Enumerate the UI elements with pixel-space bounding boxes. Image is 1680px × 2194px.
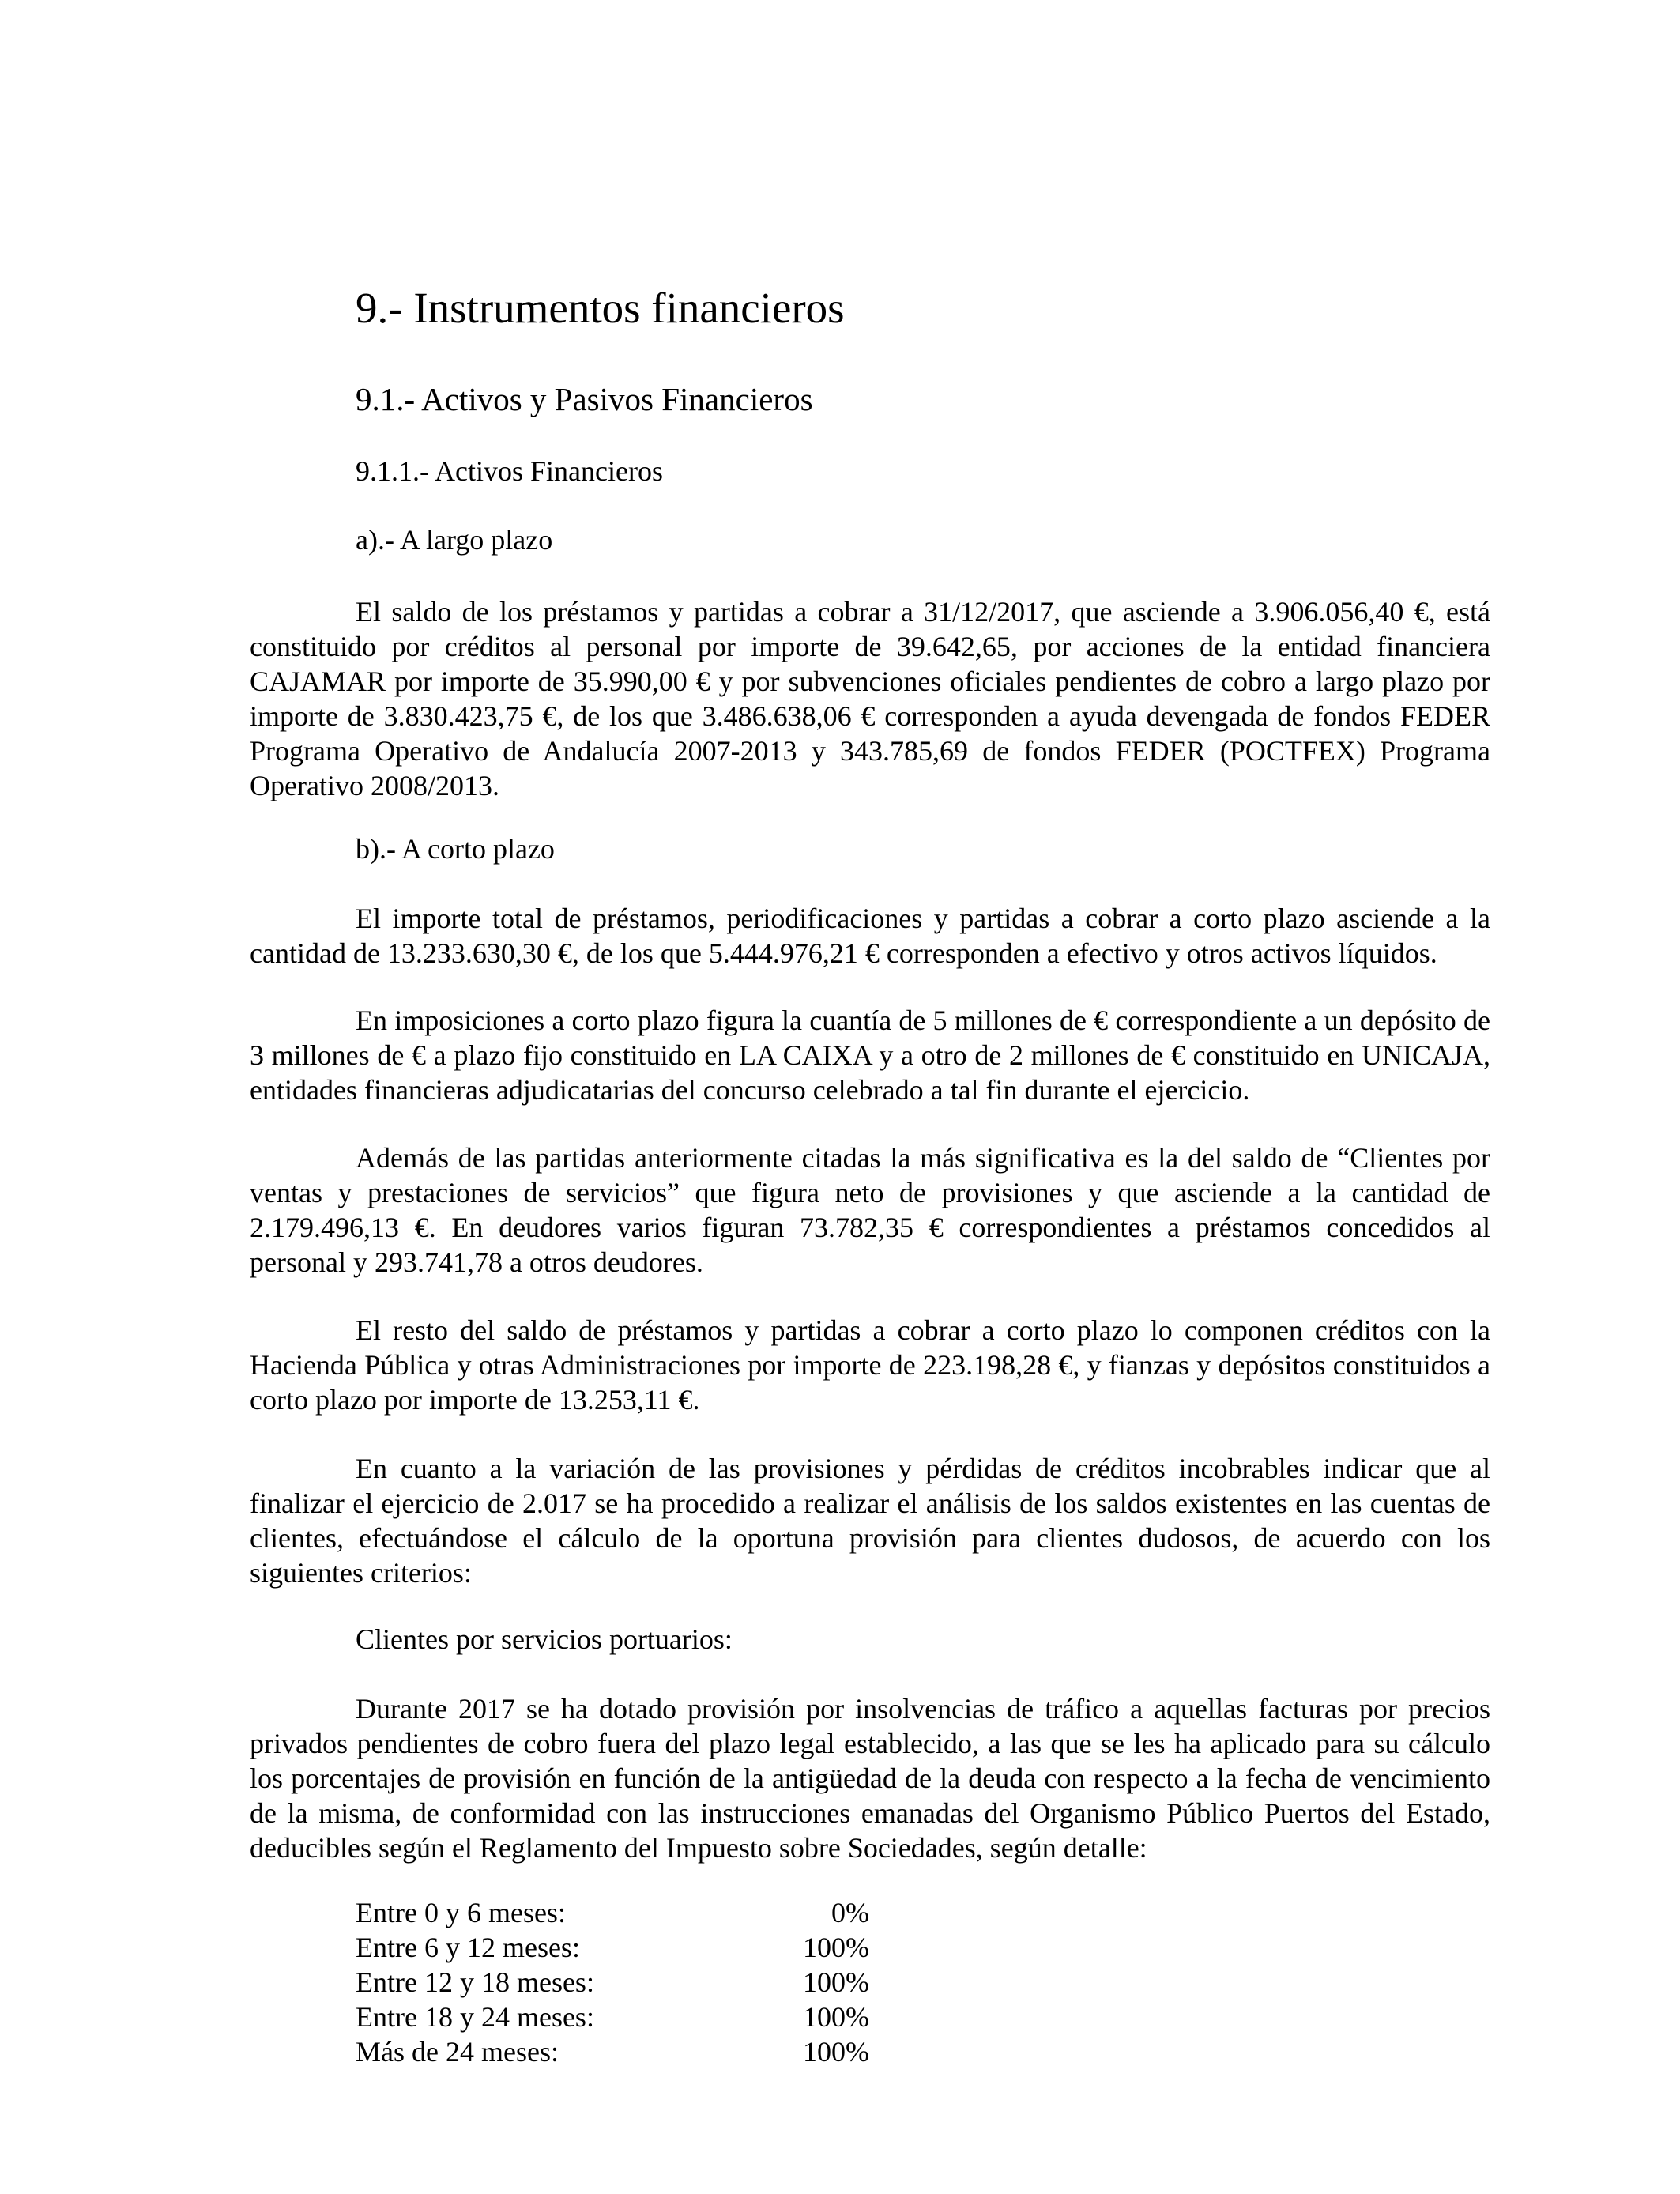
table-row bbox=[356, 2000, 869, 2034]
table-row bbox=[356, 2034, 869, 2069]
provision-percentage: 0% bbox=[831, 1897, 869, 1928]
paragraph-largo-plazo: El saldo de los préstamos y partidas a cobrar a 31/12/2017, que asciende a 3.906.056,40 €, está constituido por créditos al personal por importe de 39.642,65, por acciones de la entidad financiera CAJAMAR por importe de 35.990,00 € y por subvenciones oficiales pendientes de cobro a largo plazo por importe de 3.830.423,75 €, de los que 3.486.638,06 € corresponden a ayuda devengada de fondos FEDER Programa Operativo de Andalucía 2007-2013 y 343.785,69 de fondos FEDER (POCTFEX) Programa Operativo 2008/2013. bbox=[250, 596, 1490, 801]
subsection-heading-9-1: 9.1.- Activos y Pasivos Financieros bbox=[356, 381, 813, 417]
provision-range: Entre 12 y 18 meses: bbox=[356, 1966, 594, 1998]
paragraph-imposiciones: En imposiciones a corto plazo figura la cuantía de 5 millones de € correspondiente a un depósito de 3 millones de € a plazo fijo constituido en LA CAIXA y a otro de 2 millones de € constituido en UNICAJA, entidades financieras adjudicatarias del concurso celebrado a tal fin durante el ejercicio. bbox=[250, 1005, 1490, 1106]
provision-range: Entre 6 y 12 meses: bbox=[356, 1932, 580, 1963]
provision-range: Entre 18 y 24 meses: bbox=[356, 2001, 594, 2033]
provision-range: Más de 24 meses: bbox=[356, 2036, 559, 2068]
table-row bbox=[356, 1895, 869, 1930]
table-row bbox=[356, 1965, 869, 2000]
heading-clientes-servicios: Clientes por servicios portuarios: bbox=[356, 1623, 733, 1655]
provision-percentage: 100% bbox=[803, 2001, 869, 2033]
paragraph-dotacion-provision: Durante 2017 se ha dotado provisión por insolvencias de tráfico a aquellas facturas por precios privados pendientes de cobro fuera del plazo legal establecido, a las que se les ha aplicado para su cálculo los porcentajes de provisión en función de la antigüedad de la deuda con respecto a la fecha de vencimiento de la misma, de conformidad con las instrucciones emanadas del Organismo Público Puertos del Estado, deducibles según el Reglamento del Impuesto sobre Sociedades, según detalle: bbox=[250, 1693, 1490, 1864]
heading-largo-plazo: a).- A largo plazo bbox=[356, 524, 553, 556]
provision-range: Entre 0 y 6 meses: bbox=[356, 1897, 566, 1928]
provision-percentage: 100% bbox=[803, 2036, 869, 2068]
provision-table bbox=[356, 1895, 869, 2069]
provision-percentage: 100% bbox=[803, 1932, 869, 1963]
paragraph-corto-plazo-total: El importe total de préstamos, periodificaciones y partidas a cobrar a corto plazo asciende a la cantidad de 13.233.630,30 €, de los que 5.444.976,21 € corresponden a efectivo y otros activos líquidos. bbox=[250, 903, 1490, 969]
section-heading-9: 9.- Instrumentos financieros bbox=[356, 284, 845, 332]
heading-corto-plazo: b).- A corto plazo bbox=[356, 833, 555, 865]
paragraph-clientes-ventas: Además de las partidas anteriormente citadas la más significativa es la del saldo de “Clientes por ventas y prestaciones de servicios” que figura neto de provisiones y que asciende a la cantidad de 2.179.496,13 €. En deudores varios figuran 73.782,35 € correspondientes a préstamos concedidos al personal y 293.741,78 a otros deudores. bbox=[250, 1142, 1490, 1278]
table-row bbox=[356, 1930, 869, 1965]
paragraph-resto-saldo: El resto del saldo de préstamos y partidas a cobrar a corto plazo lo componen créditos con la Hacienda Pública y otras Administraciones por importe de 223.198,28 €, y fianzas y depósitos constituidos a corto plazo por importe de 13.253,11 €. bbox=[250, 1314, 1490, 1416]
subsection-heading-9-1-1: 9.1.1.- Activos Financieros bbox=[356, 455, 663, 487]
provision-percentage: 100% bbox=[803, 1966, 869, 1998]
paragraph-provisiones: En cuanto a la variación de las provisiones y pérdidas de créditos incobrables indicar que al finalizar el ejercicio de 2.017 se ha procedido a realizar el análisis de los saldos existentes en las cuentas de clientes, efectuándose el cálculo de la oportuna provisión para clientes dudosos, de acuerdo con los siguientes criterios: bbox=[250, 1453, 1490, 1589]
